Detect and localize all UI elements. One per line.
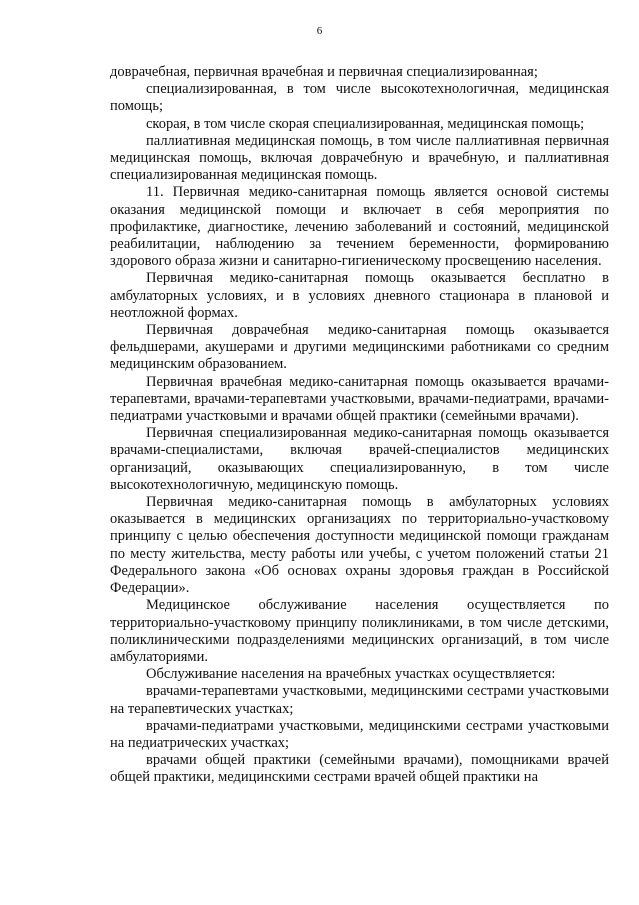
paragraph: паллиативная медицинская помощь, в том числе паллиативная первичная медицинская помощь, включая доврачебную и врачебную, и паллиативная специализированная медицинская помощь.: [110, 132, 609, 184]
page-number: 6: [316, 25, 323, 37]
paragraph: специализированная, в том числе высокотехнологичная, медицинская помощь;: [110, 81, 609, 115]
paragraph: Первичная медико-санитарная помощь оказывается бесплатно в амбулаторных условиях, и в условиях дневного стационара в плановой и неотложной формах.: [110, 270, 609, 321]
paragraph: Первичная специализированная медико-санитарная помощь оказывается врачами-специалистами, включая врачей-специалистов медицинских организаций, оказывающих специализированную, в том числе высокотехнологичную, медицинскую помощь.: [110, 425, 609, 493]
paragraph: 11. Первичная медико-санитарная помощь является основой системы оказания медицинской помощи и включает в себя мероприятия по профилактике, диагностике, лечению заболеваний и состояний, медицинской реабилитации, наблюдению за течением беременности, формированию здорового образа жизни и санитарно-гигиеническому просвещению населения.: [110, 184, 609, 270]
paragraph: Первичная доврачебная медико-санитарная помощь оказывается фельдшерами, акушерами и другими медицинскими работниками со средним медицинским образованием.: [110, 322, 609, 373]
paragraph: Медицинское обслуживание населения осуществляется по территориально-участковому принципу поликлиниками, в том числе детскими, поликлиническими подразделениями медицинских организаций, в том числе амбулаториями.: [110, 597, 609, 665]
paragraph: врачами-педиатрами участковыми, медицинскими сестрами участковыми на педиатрических участках;: [110, 717, 609, 751]
paragraph: врачами-терапевтами участковыми, медицинскими сестрами участковыми на терапевтических участках;: [110, 683, 609, 717]
paragraph: доврачебная, первичная врачебная и первичная специализированная;: [110, 64, 538, 80]
document-body: [110, 64, 609, 787]
paragraph: Первичная врачебная медико-санитарная помощь оказывается врачами-терапевтами, врачами-терапевтами участковыми, врачами-педиатрами, врачами-педиатрами участковыми и врачами общей практики (семейными врачами).: [110, 373, 609, 425]
paragraph: скорая, в том числе скорая специализированная, медицинская помощь;: [146, 115, 585, 132]
paragraph: Первичная медико-санитарная помощь в амбулаторных условиях оказывается в медицинских организациях по территориально-участковому принципу с целью обеспечения доступности медицинской помощи гражданам по месту жительства, месту работы или учебы, с учетом положений статьи 21 Федерального закона «Об основах охраны здоровья граждан в Российской Федерации».: [110, 494, 609, 597]
paragraph: Обслуживание населения на врачебных участках осуществляется:: [146, 666, 556, 683]
paragraph: врачами общей практики (семейными врачами), помощниками врачей общей практики, медицинскими сестрами врачей общей практики на: [110, 752, 609, 786]
